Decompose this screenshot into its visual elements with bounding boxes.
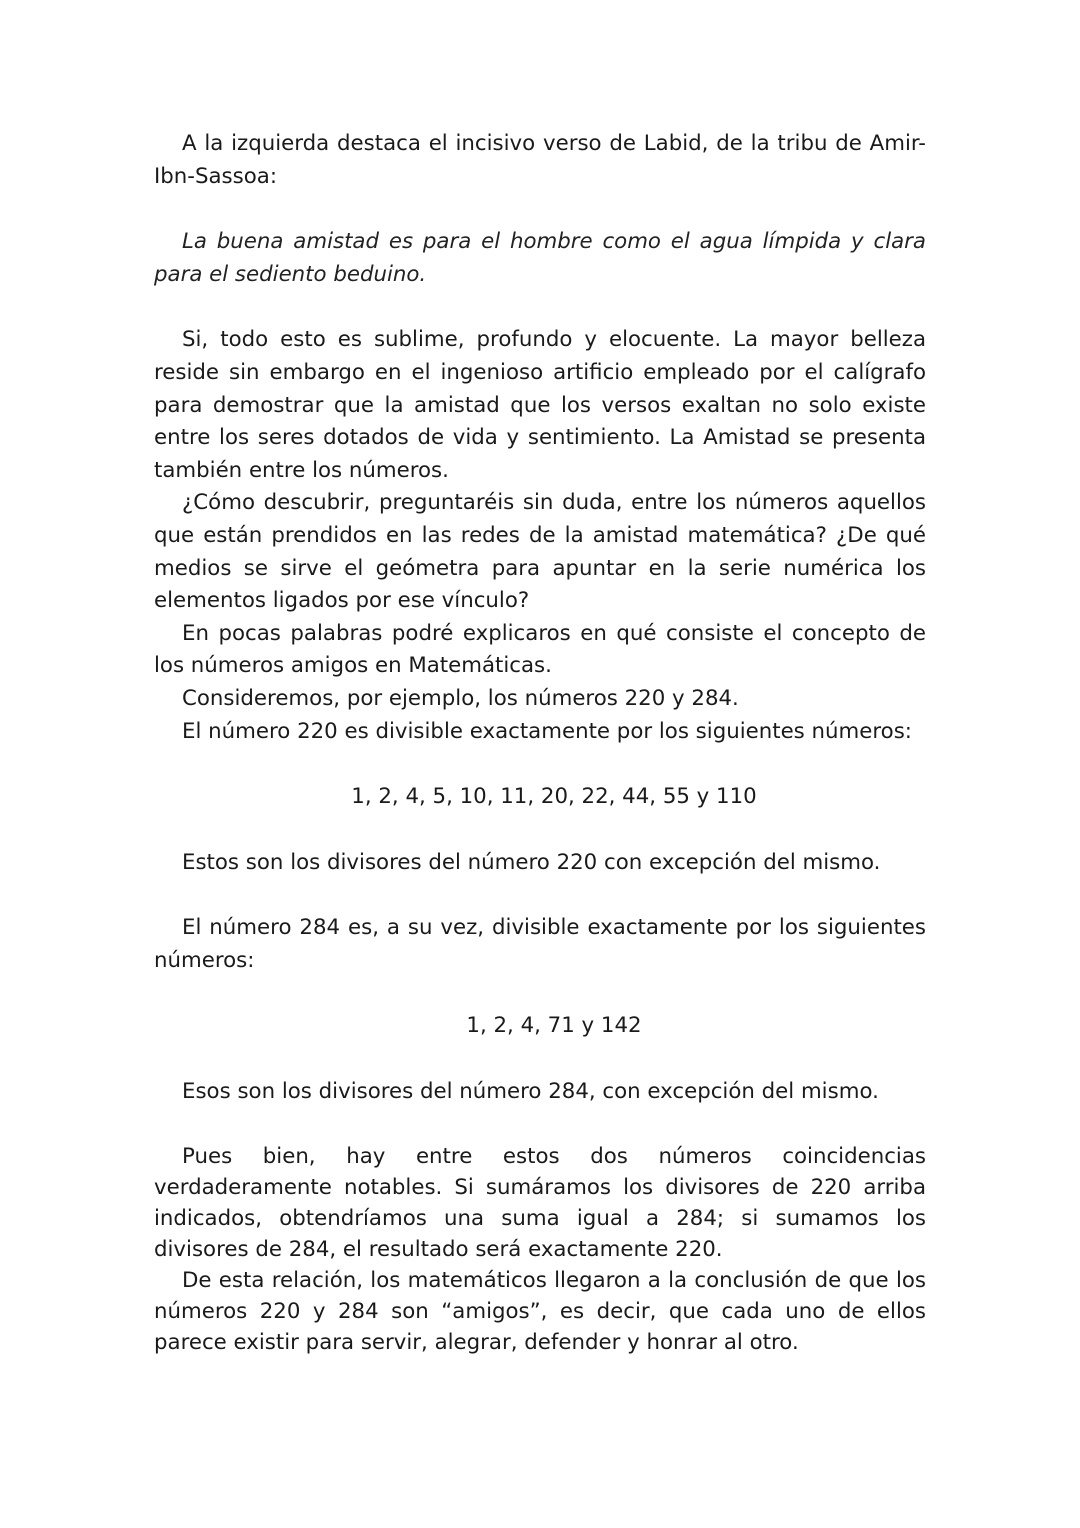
spacer xyxy=(154,1109,926,1141)
spacer xyxy=(154,193,926,226)
spacer xyxy=(154,291,926,324)
divisors-284-list: 1, 2, 4, 71 y 142 xyxy=(466,1013,642,1039)
paragraph-question: ¿Cómo descubrir, preguntaréis sin duda, entre los números aquellos que están prendidos en las redes de la amistad matemática? ¿De qué medios se sirve el geómetra para apuntar en la serie numérica los elementos ligados por ese vínculo? xyxy=(154,490,926,614)
spacer xyxy=(154,748,926,781)
paragraph-example: Consideremos, por ejemplo, los números 220 y 284. xyxy=(182,685,739,711)
paragraph-220-divisible: El número 220 es divisible exactamente por los siguientes números: xyxy=(182,718,912,744)
paragraph-coincidences: Pues bien, hay entre estos dos números coincidencias verdaderamente notables. Si sumáramos los divisores de 220 arriba indicados, obtendríamos una suma igual a 284; si sumamos los divisores de 284, el resultado será exactamente 220. xyxy=(154,1143,926,1262)
paragraph-220-note: Estos son los divisores del número 220 con excepción del mismo. xyxy=(182,849,881,875)
divisors-220-list: 1, 2, 4, 5, 10, 11, 20, 22, 44, 55 y 110 xyxy=(351,784,757,810)
paragraph-sublime: Si, todo esto es sublime, profundo y elocuente. La mayor belleza reside sin embargo en el ingenioso artificio empleado por el calígrafo para demostrar que la amistad que los versos exaltan no solo existe entre los seres dotados de vida y sentimiento. La Amistad se presenta también entre los números. xyxy=(154,327,926,483)
paragraph-284-note: Esos son los divisores del número 284, con excepción del mismo. xyxy=(182,1079,879,1105)
spacer xyxy=(154,879,926,912)
paragraph-explain: En pocas palabras podré explicaros en qué consiste el concepto de los números amigos en Matemáticas. xyxy=(154,620,926,679)
spacer xyxy=(154,1043,926,1076)
document-page xyxy=(154,128,926,1358)
paragraph-labid-intro: A la izquierda destaca el incisivo verso de Labid, de la tribu de Amir-Ibn-Sassoa: xyxy=(154,131,926,189)
paragraph-conclusion: De esta relación, los matemáticos llegaron a la conclusión de que los números 220 y 284 son “amigos”, es decir, que cada uno de ellos parece existir para servir, alegrar, defender y honrar al otro. xyxy=(154,1267,926,1355)
spacer xyxy=(154,814,926,847)
paragraph-284-divisible: El número 284 es, a su vez, divisible exactamente por los siguientes números: xyxy=(154,915,926,973)
quote-verse: La buena amistad es para el hombre como el agua límpida y clara para el sediento beduino. xyxy=(154,229,926,287)
spacer xyxy=(154,977,926,1010)
